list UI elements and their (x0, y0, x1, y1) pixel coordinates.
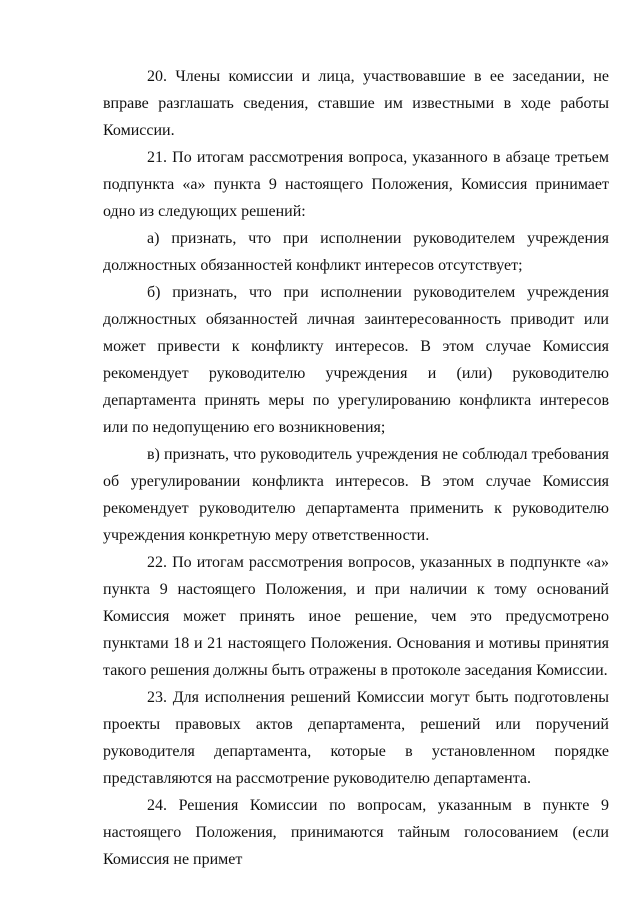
paragraph-21-c: в) признать, что руководитель учреждения не соблюдал требования об урегулировании конфликта интересов. В этом случае Комиссия рекомендует руководителю департамента применить к руководителю учреждения конкретную меру ответственности. (103, 446, 609, 544)
paragraph-20: 20. Члены комиссии и лица, участвовавшие в ее заседании, не вправе разглашать сведения, ставшие им известными в ходе работы Комиссии. (103, 68, 609, 139)
paragraph-24: 24. Решения Комиссии по вопросам, указанным в пункте 9 настоящего Положения, принимаются тайным голосованием (если Комиссия не примет (103, 797, 609, 868)
paragraph-21: 21. По итогам рассмотрения вопроса, указанного в абзаце третьем подпункта «а» пункта 9 настоящего Положения, Комиссия принимает одно из следующих решений: (103, 149, 609, 220)
paragraph-23: 23. Для исполнения решений Комиссии могут быть подготовлены проекты правовых актов департамента, решений или поручений руководителя департамента, которые в установленном порядке представляются на рассмотрение руководителю департамента. (103, 689, 609, 787)
paragraph-21-a: а) признать, что при исполнении руководителем учреждения должностных обязанностей конфликт интересов отсутствует; (103, 230, 609, 274)
document-body (103, 63, 609, 873)
paragraph-22: 22. По итогам рассмотрения вопросов, указанных в подпункте «а» пункта 9 настоящего Положения, и при наличии к тому оснований Комиссия может принять иное решение, чем это предусмотрено пунктами 18 и 21 настоящего Положения. Основания и мотивы принятия такого решения должны быть отражены в протоколе заседания Комиссии. (103, 554, 609, 679)
paragraph-21-b: б) признать, что при исполнении руководителем учреждения должностных обязанностей личная заинтересованность приводит или может привести к конфликту интересов. В этом случае Комиссия рекомендует руководителю учреждения и (или) руководителю департамента принять меры по урегулированию конфликта интересов или по недопущению его возникновения; (103, 284, 609, 436)
